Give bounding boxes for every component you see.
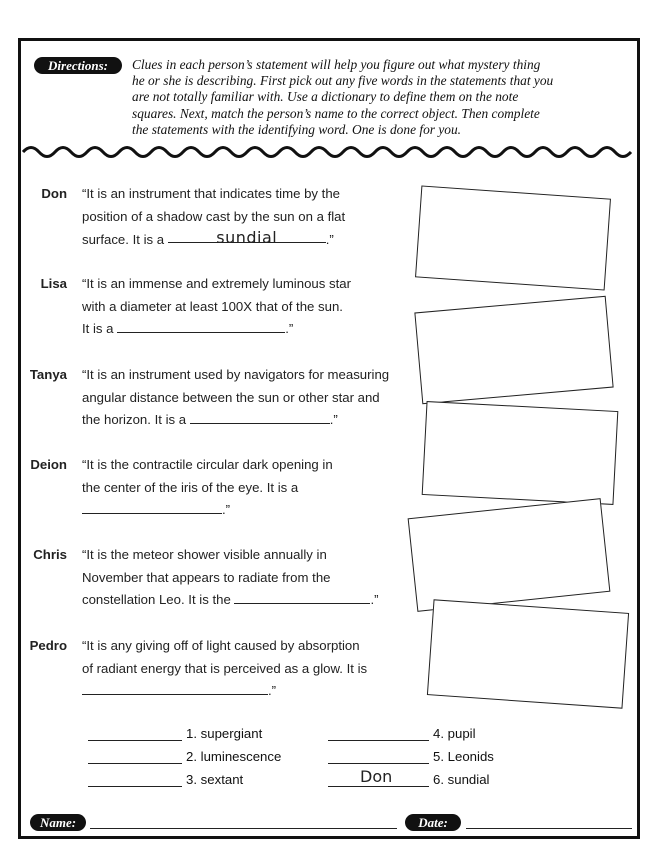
match-item: 6. sundial	[433, 772, 490, 787]
match-blank[interactable]	[328, 786, 429, 787]
closing-quote: .”	[329, 412, 338, 427]
statement-line: angular distance between the sun or other star and	[82, 389, 380, 405]
match-blank[interactable]	[328, 740, 429, 741]
closing-quote: .”	[268, 683, 277, 698]
answer-blank[interactable]	[117, 318, 285, 333]
match-blank[interactable]	[328, 763, 429, 764]
person-name: Don	[41, 186, 67, 201]
answer-blank[interactable]	[234, 589, 370, 604]
person-name: Tanya	[29, 367, 67, 382]
note-square	[414, 296, 613, 404]
match-blank[interactable]	[88, 740, 182, 741]
wavy-divider	[21, 140, 639, 162]
person-name: Deion	[30, 457, 67, 472]
directions-text	[132, 57, 632, 138]
statement-line: It is a	[82, 321, 118, 336]
statement-line: “It is an immense and extremely luminous star	[82, 276, 351, 291]
statement-line: surface. It is a	[82, 232, 168, 247]
statement-line: “It is any giving off of light caused by absorption	[82, 638, 360, 653]
person-name: Pedro	[29, 638, 67, 653]
answer-blank[interactable]	[82, 680, 268, 695]
statement-line: “It is the meteor shower visible annually in	[82, 547, 327, 562]
match-blank[interactable]	[88, 763, 182, 764]
answer-blank[interactable]	[82, 499, 222, 514]
match-item: 4. pupil	[433, 726, 476, 741]
statement-line: with a diameter at least 100X that of the sun.	[82, 298, 343, 314]
statement-line: the horizon. It is a	[82, 412, 190, 427]
match-blank[interactable]	[88, 786, 182, 787]
directions-line: Clues in each person’s statement will help you figure out what mystery thing	[132, 57, 541, 72]
name-label: Name:	[30, 814, 86, 831]
date-label: Date:	[405, 814, 461, 831]
statement-line: position of a shadow cast by the sun on a flat	[82, 208, 346, 224]
statement-line: “It is the contractile circular dark opening in	[82, 457, 333, 472]
closing-quote: .”	[285, 321, 294, 336]
answer-blank[interactable]	[168, 228, 326, 247]
statement-line: the center of the iris of the eye. It is a	[82, 479, 299, 495]
closing-quote: .”	[222, 502, 231, 517]
match-item: 1. supergiant	[186, 726, 263, 741]
handwritten-answer: sundial	[216, 228, 278, 247]
directions-line: squares. Next, match the person’s name to the correct object. Then complete	[132, 105, 540, 121]
statement-line: constellation Leo. It is the	[82, 592, 235, 607]
statement-line: “It is an instrument that indicates time by the	[82, 186, 341, 201]
note-square	[427, 599, 629, 708]
person-name: Chris	[33, 547, 67, 562]
closing-quote: .”	[370, 592, 379, 607]
date-field[interactable]	[466, 828, 632, 829]
directions-label: Directions:	[34, 57, 122, 74]
person-name: Lisa	[40, 276, 67, 291]
statement-line: November that appears to radiate from the	[82, 569, 331, 585]
match-item: 2. luminescence	[186, 749, 282, 764]
statement-line: of radiant energy that is perceived as a glow. It is	[82, 660, 368, 676]
match-item: 3. sextant	[186, 772, 244, 787]
answer-blank[interactable]	[190, 409, 330, 424]
statement-line: “It is an instrument used by navigators for measuring	[82, 367, 390, 382]
closing-quote: .”	[325, 232, 334, 247]
note-square	[422, 401, 619, 505]
directions-line: the statements with the identifying word. One is done for you.	[132, 121, 462, 137]
directions-line: he or she is describing. First pick out any five words in the statements that you	[132, 73, 554, 89]
directions-line: are not totally familiar with. Use a dictionary to define them on the note	[132, 89, 519, 105]
note-square	[415, 185, 611, 290]
handwritten-match: Don	[360, 767, 393, 786]
name-field[interactable]	[90, 828, 397, 829]
match-item: 5. Leonids	[433, 749, 494, 764]
